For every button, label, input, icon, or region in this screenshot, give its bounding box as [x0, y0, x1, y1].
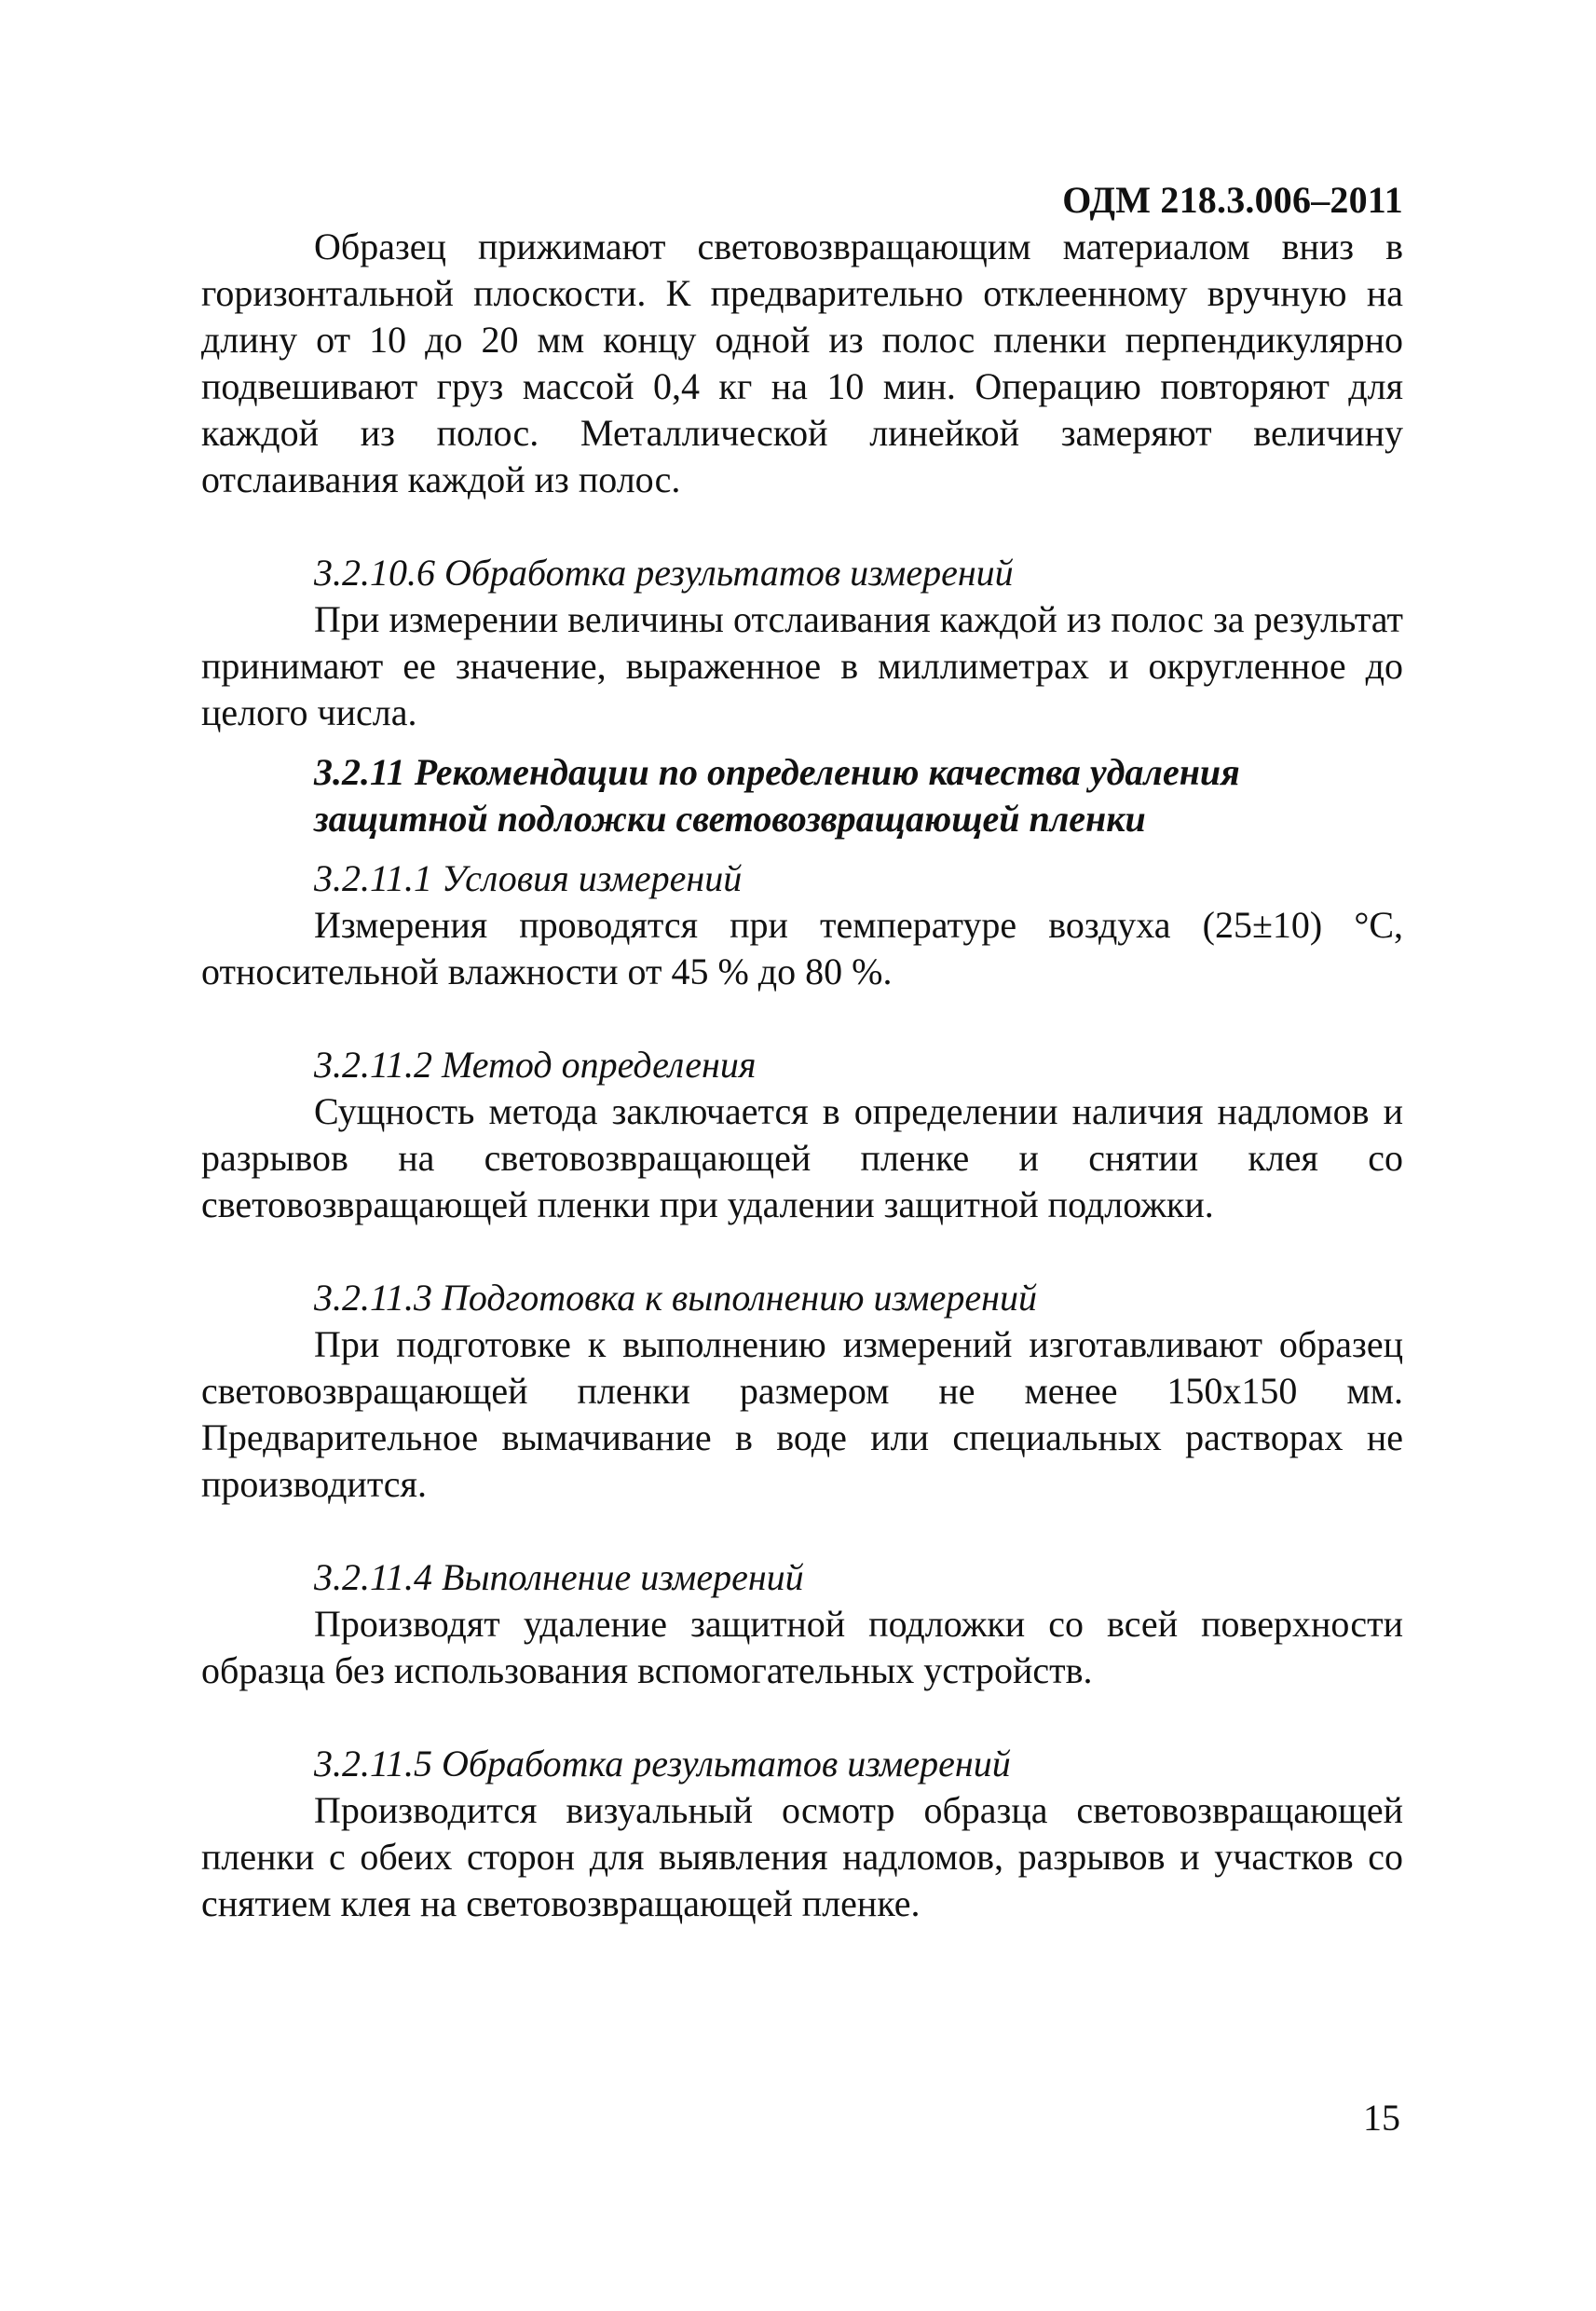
section-3-2-11-5-title: 3.2.11.5 Обработка результатов измерений	[314, 1743, 1011, 1785]
page-number: 15	[1363, 2097, 1400, 2139]
section-3-2-11-heading	[201, 749, 1403, 842]
section-3-2-11-4-text: Производят удаление защитной подложки со всей поверхности образца без использования вспомогательных устройств.	[201, 1603, 1403, 1691]
section-3-2-11-2-title: 3.2.11.2 Метод определения	[314, 1044, 757, 1086]
section-3-2-10-6-title: 3.2.10.6 Обработка результатов измерений	[314, 552, 1014, 594]
section-3-2-11-5-text: Производится визуальный осмотр образца световозвращающей пленки с обеих сторон для выявления надломов, разрывов и участков со снятием клея на световозвращающей пленке.	[201, 1789, 1403, 1924]
section-3-2-10-6-text: При измерении величины отслаивания каждой из полос за результат принимают ее значение, выраженное в миллиметрах и округленное до целого числа.	[201, 598, 1403, 733]
section-3-2-11-4-title: 3.2.11.4 Выполнение измерений	[314, 1556, 804, 1598]
section-3-2-11-1-title: 3.2.11.1 Условия измерений	[314, 857, 743, 899]
section-3-2-11-2-text: Сущность метода заключается в определении наличия надломов и разрывов на световозвращающей пленке и снятии клея со световозвращающей пленки при удалении защитной подложки.	[201, 1090, 1403, 1225]
section-3-2-11-3-title: 3.2.11.3 Подготовка к выполнению измерений	[314, 1277, 1037, 1319]
section-3-2-11-1-text: Измерения проводятся при температуре воздуха (25±10) °С, относительной влажности от 45 % до 80 %.	[201, 904, 1403, 992]
page-content	[201, 224, 1403, 1927]
section-3-2-11-title-line1: 3.2.11 Рекомендации по определению качества удаления	[314, 751, 1240, 793]
intro-paragraph: Образец прижимают световозвращающим материалом вниз в горизонтальной плоскости. К предварительно отклеенному вручную на длину от 10 до 20 мм концу одной из полос пленки перпендикулярно подвешивают груз массой 0,4 кг на 10 мин. Операцию повторяют для каждой из полос. Металлической линейкой замеряют величину отслаивания каждой из полос.	[201, 226, 1403, 500]
section-3-2-11-title-line2: защитной подложки световозвращающей пленки	[314, 798, 1146, 840]
section-3-2-11-3-text: При подготовке к выполнению измерений изготавливают образец световозвращающей пленки размером не менее 150x150 мм. Предварительное вымачивание в воде или специальных растворах не производится.	[201, 1323, 1403, 1505]
document-code-header: ОДМ 218.3.006–2011	[1062, 179, 1403, 221]
